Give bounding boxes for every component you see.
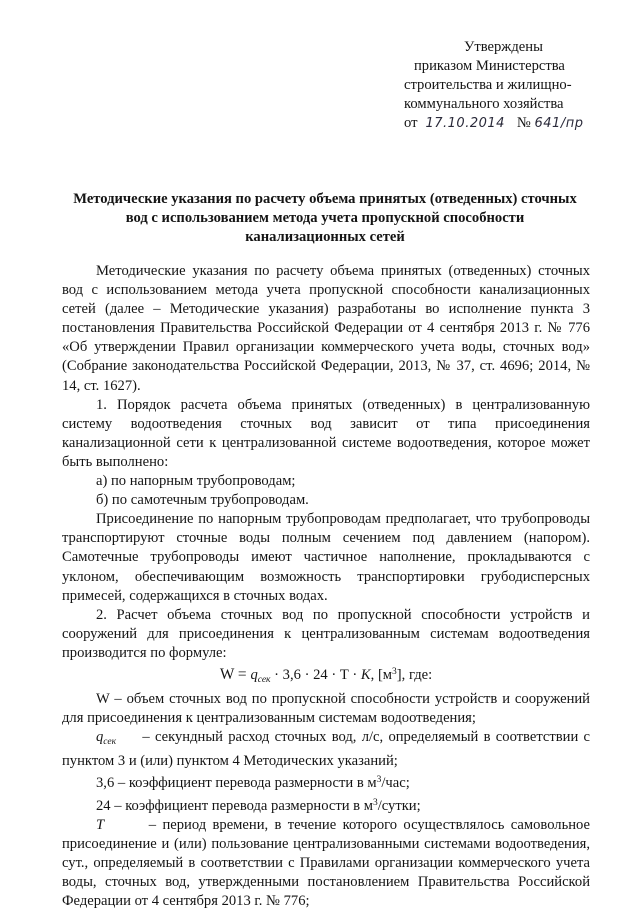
formula-q-sub: сек <box>257 674 271 685</box>
handwritten-date: 17.10.2014 <box>425 116 505 131</box>
definition-24-text: 24 – коэффициент перевода размерности в м <box>96 797 373 814</box>
paragraph-2: 2. Расчет объема сточных вод по пропускной способности устройств и сооружений для присоединения к централизованным системам водоотведения производится по формуле: <box>62 606 590 661</box>
approval-stamp <box>404 38 634 133</box>
formula-k: K <box>360 666 371 683</box>
definition-q-label: q <box>96 729 104 746</box>
formula-unit-sup: 3 <box>392 666 397 677</box>
definition-36-sup: 3 <box>376 775 382 786</box>
definition-t <box>62 816 590 911</box>
formula-unit-close: ], где: <box>396 666 433 683</box>
list-item-b: б) по самотечным трубопроводам. <box>96 492 309 509</box>
approval-line: приказом Министерства <box>414 58 565 74</box>
formula-q: q <box>250 666 258 683</box>
definition-36-text: 3,6 – коэффициент перевода размерности в м <box>96 775 377 792</box>
from-label: от <box>404 115 418 131</box>
definition-24-sup: 3 <box>372 797 378 808</box>
definition-w: W – объем сточных вод по пропускной способности устройств и сооружений для присоединения к централизованным системам водоотведения; <box>62 691 590 727</box>
definition-24 <box>62 794 590 816</box>
definition-t-label: Т <box>96 816 105 833</box>
definition-36 <box>62 771 590 793</box>
formula-middle: · 3,6 · 24 · Т · <box>270 666 361 683</box>
formula <box>62 663 590 690</box>
approval-line: Утверждены <box>464 39 543 55</box>
paragraph-1: 1. Порядок расчета объема принятых (отведенных) в централизованную систему водоотведения сточных вод зависит от типа присоединения канализационной сети к централизованной системе водоотведения, которое может быть выполнено: <box>62 396 590 470</box>
approval-date-number-line <box>404 114 634 133</box>
definition-q <box>62 728 590 771</box>
definition-24-tail: /сутки; <box>377 797 421 814</box>
handwritten-number: 641/пр <box>534 116 584 131</box>
paragraph-1c: Присоединение по напорным трубопроводам предполагает, что трубопроводы транспортируют сточные воды полным сечением под давлением (напором). Самотечные трубопроводы имеют частичное наполнение, прокладываются с уклоном, обеспечивающим возможность транспортировки грубодисперсных примесей, содержащихся в сточных водах. <box>62 511 590 604</box>
definition-36-tail: /час; <box>381 775 410 792</box>
definition-q-label-sub: сек <box>103 737 117 748</box>
approval-line: строительства и жилищно- <box>404 77 572 93</box>
list-item-a: а) по напорным трубопроводам; <box>96 473 296 490</box>
approval-line: коммунального хозяйства <box>404 96 564 112</box>
definition-q-text: – секундный расход сточных вод, л/с, определяемый в соответствии с пунктом 3 и (или) пунктом 4 Методических указаний; <box>62 729 591 770</box>
document-body <box>62 262 590 911</box>
formula-lhs: W = <box>219 665 251 683</box>
definition-t-text: – период времени, в течение которого осуществлялось самовольное присоединение и (или) пользование централизованными системами водоотведения, сут., определяемый в соответствии с Правилами организации коммерческого учета воды, сточных вод, утвержденными постановлением Правительства Российской Федерации от 4 сентября 2013 г. № 776; <box>62 816 590 909</box>
formula-unit-open: , [м <box>370 666 393 683</box>
number-label: № <box>516 115 531 131</box>
paragraph-intro: Методические указания по расчету объема принятых (отведенных) сточных вод с использованием метода учета пропускной способности канализационных сетей (далее – Методические указания) разработаны во исполнение пункта 3 постановления Правительства Российской Федерации от 4 сентября 2013 г. № 776 «Об утверждении Правил организации коммерческого учета воды, сточных вод» (Собрание законодательства Российской Федерации, 2013, № 37, ст. 4696; 2014, № 14, ст. 1627). <box>62 263 590 394</box>
document-title: Методические указания по расчету объема принятых (отведенных) сточных вод с использованием метода учета пропускной способности канализационных сетей <box>73 191 577 245</box>
